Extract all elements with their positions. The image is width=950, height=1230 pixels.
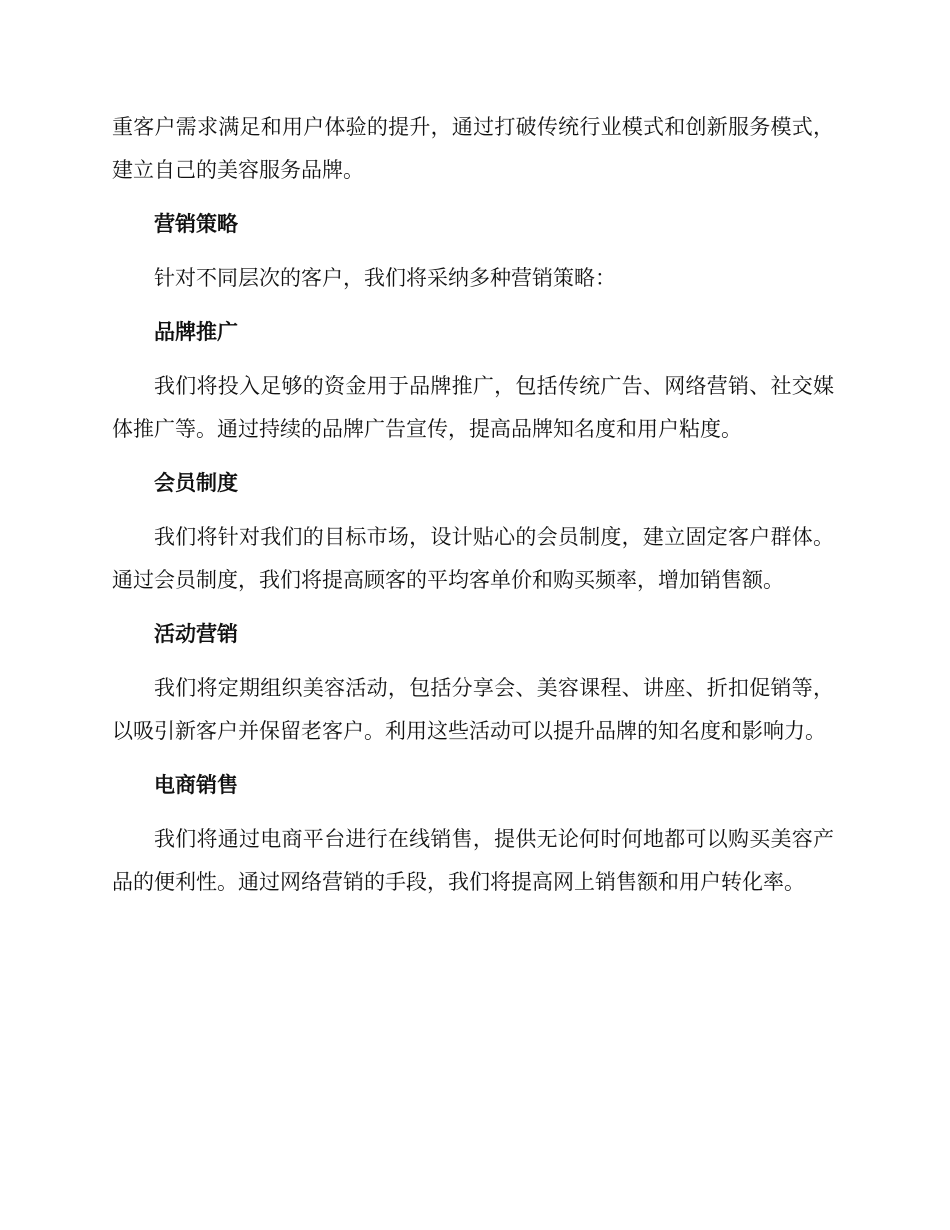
- intro-paragraph: 重客户需求满足和用户体验的提升，通过打破传统行业模式和创新服务模式，建立自己的美容服务品牌。: [112, 115, 834, 182]
- marketing-strategy-heading: 营销策略: [154, 212, 238, 236]
- ecommerce-heading: 电商销售: [154, 773, 238, 797]
- event-marketing-heading: 活动营销: [154, 622, 238, 646]
- event-marketing-text: 我们将定期组织美容活动，包括分享会、美容课程、讲座、折扣促销等，以吸引新客户并保留老客户。利用这些活动可以提升品牌的知名度和影响力。: [112, 676, 834, 743]
- brand-promotion-text: 我们将投入足够的资金用于品牌推广，包括传统广告、网络营销、社交媒体推广等。通过持续的品牌广告宣传，提高品牌知名度和用户粘度。: [112, 374, 834, 441]
- document-body: [112, 106, 834, 904]
- membership-text: 我们将针对我们的目标市场，设计贴心的会员制度，建立固定客户群体。通过会员制度，我们将提高顾客的平均客单价和购买频率，增加销售额。: [112, 525, 834, 592]
- marketing-strategy-text: 针对不同层次的客户，我们将采纳多种营销策略：: [154, 266, 616, 290]
- ecommerce-text: 我们将通过电商平台进行在线销售，提供无论何时何地都可以购买美容产品的便利性。通过网络营销的手段，我们将提高网上销售额和用户转化率。: [112, 827, 834, 894]
- membership-heading: 会员制度: [154, 471, 238, 495]
- brand-promotion-heading: 品牌推广: [154, 320, 238, 344]
